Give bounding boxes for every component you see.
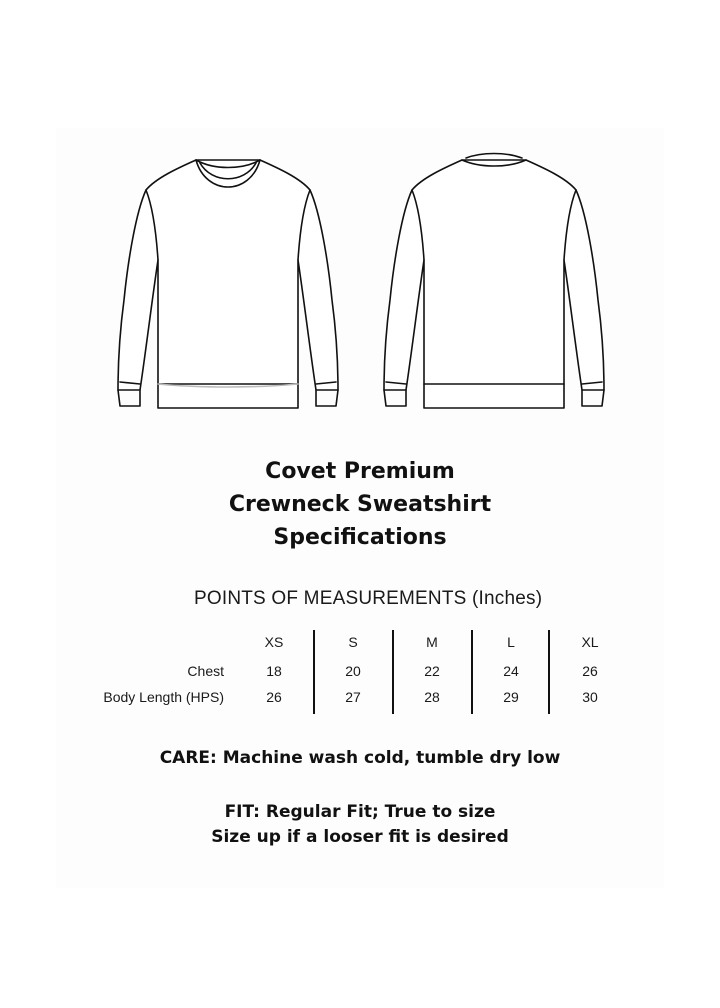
size-header-xs: XS xyxy=(264,634,284,650)
fit-line-1: FIT: Regular Fit; True to size xyxy=(224,802,496,822)
table-cell: 28 xyxy=(424,689,440,705)
fit-notes xyxy=(0,800,720,850)
table-cell: 20 xyxy=(345,663,361,679)
column-divider xyxy=(471,630,473,714)
row-label-chest: Chest xyxy=(187,663,224,679)
table-cell: 29 xyxy=(503,689,519,705)
table-cell: 27 xyxy=(345,689,361,705)
column-divider xyxy=(313,630,315,714)
column-divider xyxy=(392,630,394,714)
table-cell: 18 xyxy=(266,663,282,679)
sweatshirt-back-icon xyxy=(384,154,604,409)
size-header-m: M xyxy=(426,634,438,650)
size-header-s: S xyxy=(348,634,358,650)
title-line-1: Covet Premium xyxy=(265,459,455,484)
measurements-heading: POINTS OF MEASUREMENTS (Inches) xyxy=(194,588,543,609)
row-label-body-length: Body Length (HPS) xyxy=(103,689,224,705)
table-cell: 26 xyxy=(266,689,282,705)
size-header-xl: XL xyxy=(581,634,599,650)
size-header-l: L xyxy=(507,634,515,650)
title-line-3: Specifications xyxy=(273,525,447,550)
sweatshirt-front-icon xyxy=(118,160,338,408)
care-instructions: CARE: Machine wash cold, tumble dry low xyxy=(159,748,561,768)
table-cell: 22 xyxy=(424,663,440,679)
spec-title xyxy=(0,455,720,554)
table-cell: 30 xyxy=(582,689,598,705)
title-line-2: Crewneck Sweatshirt xyxy=(228,492,492,517)
sweatshirt-drawings xyxy=(0,140,720,420)
table-cell: 26 xyxy=(582,663,598,679)
column-divider xyxy=(548,630,550,714)
fit-line-2: Size up if a looser fit is desired xyxy=(211,827,509,847)
table-cell: 24 xyxy=(503,663,519,679)
